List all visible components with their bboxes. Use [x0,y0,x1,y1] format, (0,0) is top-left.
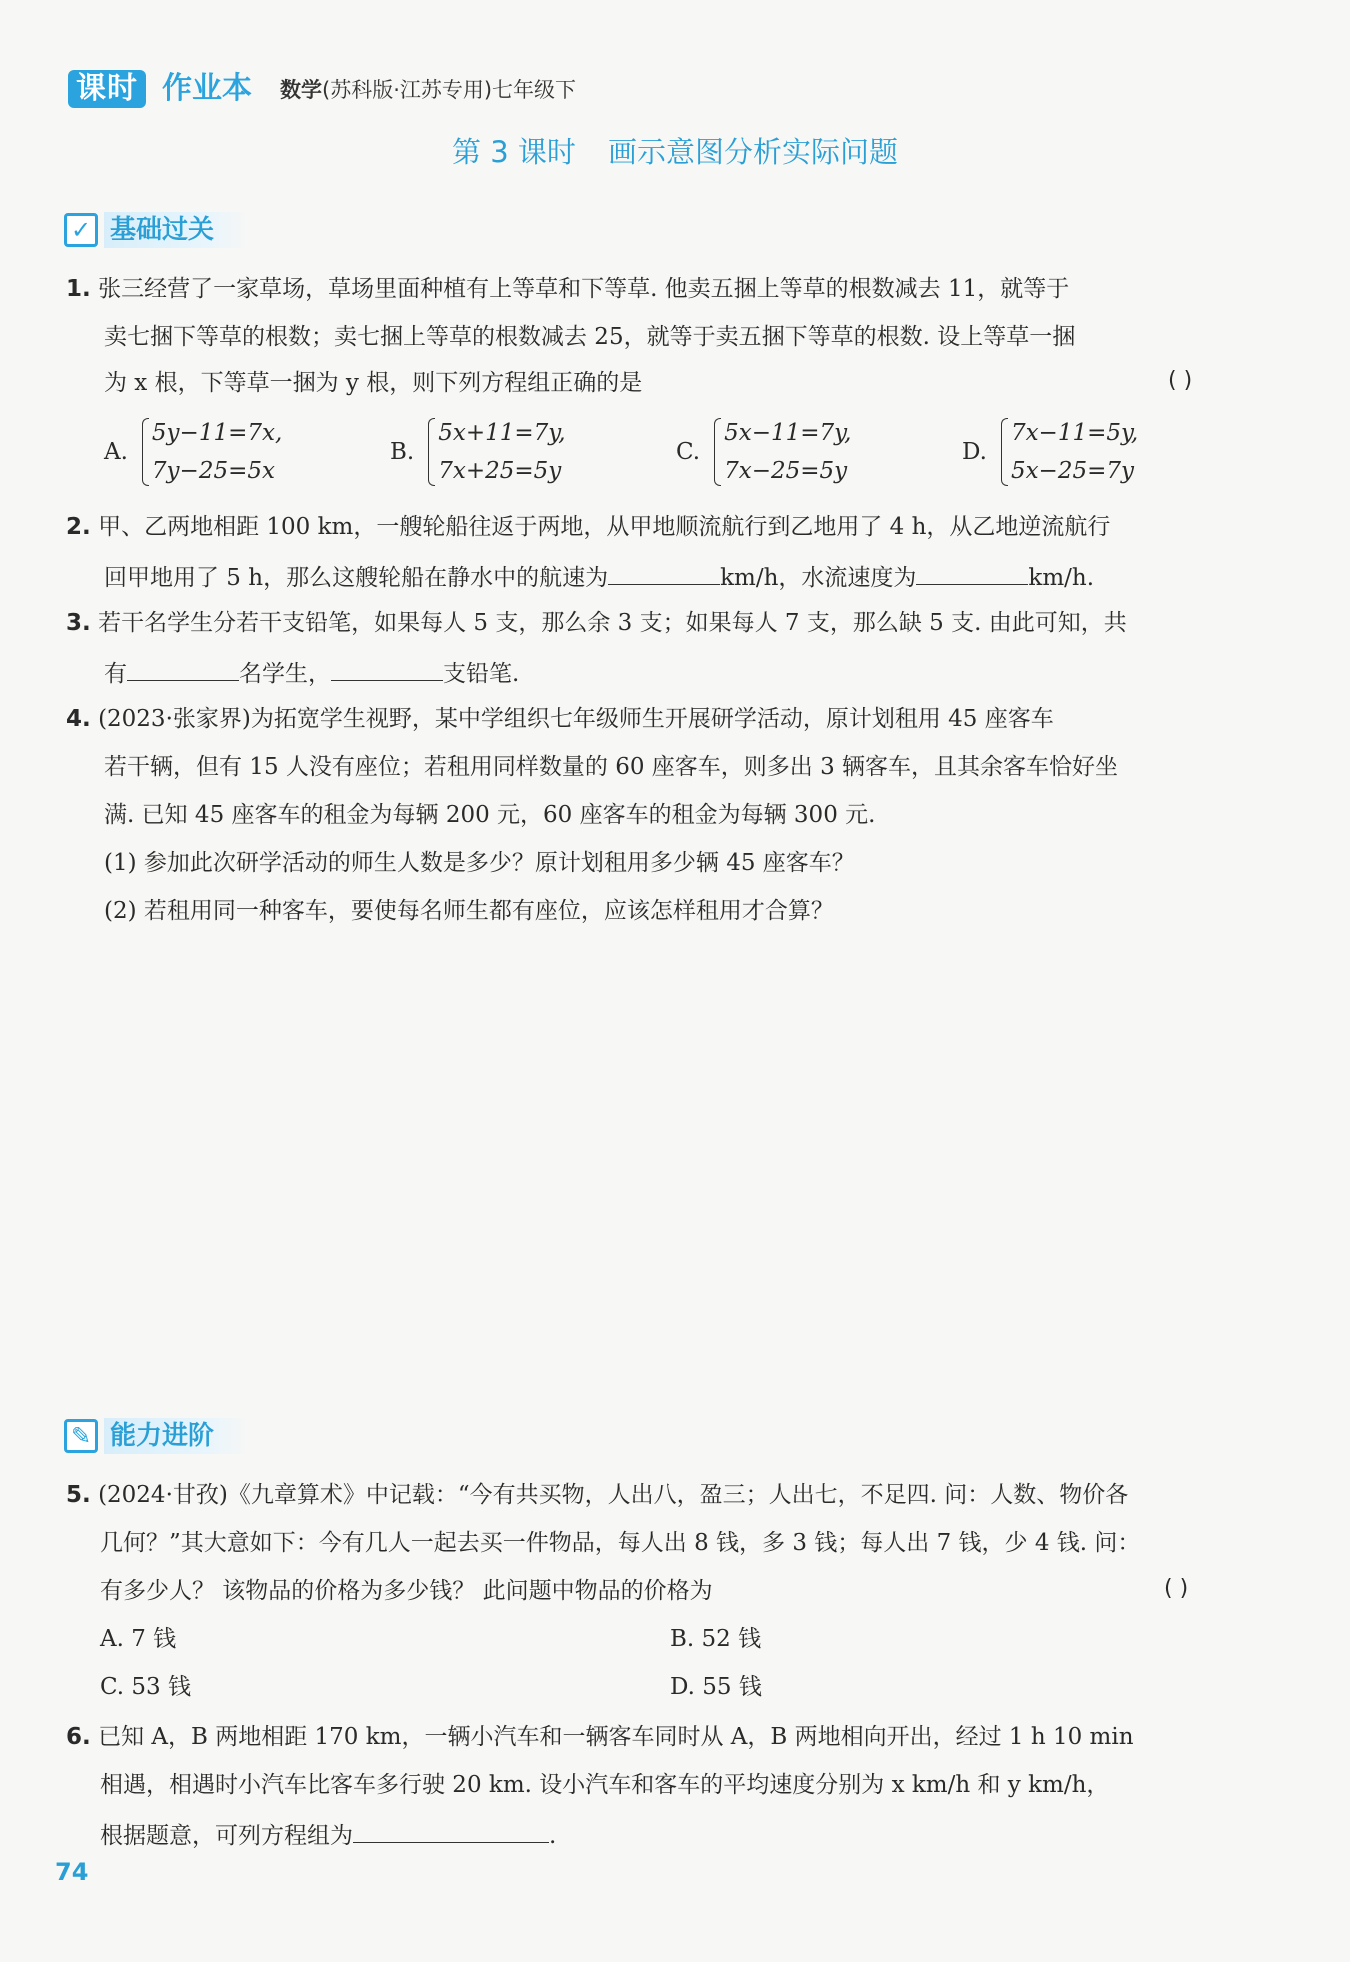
option-a: A. 5y−11=7x, 7y−25=5x [104,414,282,490]
question-4-sub-1: (1) 参加此次研学活动的师生人数是多少？原计划租用多少辆 45 座客车？ [104,850,855,876]
question-4-line-3: 满. 已知 45 座客车的租金为每辆 200 元，60 座客车的租金为每辆 300 元. [104,802,876,828]
option-a: A. 7 钱 [100,1626,177,1652]
option-b: B. 52 钱 [670,1626,762,1652]
question-2-line-1: 2. 甲、乙两地相距 100 km，一艘轮船往返于两地，从甲地顺流航行到乙地用了 4 h，从乙地逆流航行 [66,514,1111,540]
section-basic-label: 基础过关 [104,212,250,248]
question-4-line-2: 若干辆，但有 15 人没有座位；若租用同样数量的 60 座客车，则多出 3 辆客车，且其余客车恰好坐 [104,754,1119,780]
question-6-line-2: 相遇，相遇时小汽车比客车多行驶 20 km. 设小汽车和客车的平均速度分别为 x km/h 和 y km/h， [100,1772,1110,1798]
question-1-line-1: 1. 张三经营了一家草场，草场里面种植有上等草和下等草. 他卖五捆上等草的根数减去 11，就等于 [66,276,1070,302]
option-d: D. 55 钱 [670,1674,762,1700]
equation-system: 5x−11=7y, 7x−25=5y [714,414,851,490]
question-3-line-2: 有 名学生， 支铅笔. [104,656,519,689]
question-number: 1. [66,276,91,302]
answer-paren: ( ) [1168,368,1193,393]
question-6-line-3: 根据题意，可列方程组为 . [100,1818,556,1851]
equation-system: 5x+11=7y, 7x+25=5y [428,414,565,490]
question-number: 3. [66,610,91,636]
lesson-title [0,132,1350,172]
question-4-line-1: 4. (2023·张家界)为拓宽学生视野，某中学组织七年级师生开展研学活动，原计划租用 45 座客车 [66,706,1054,732]
question-6-line-1: 6. 已知 A，B 两地相距 170 km，一辆小汽车和一辆客车同时从 A，B 两地相向开出，经过 1 h 10 min [66,1724,1134,1750]
question-3-line-1: 3. 若干名学生分若干支铅笔，如果每人 5 支，那么余 3 支；如果每人 7 支，那么缺 5 支. 由此可知，共 [66,610,1127,636]
question-number: 4. [66,706,91,732]
answer-paren: ( ) [1164,1576,1189,1601]
brand-name: 作业本 [162,71,252,106]
answer-blank[interactable] [608,560,720,585]
question-2-line-2: 回甲地用了 5 h，那么这艘轮船在静水中的航速为 km/h，水流速度为 km/h. [104,560,1094,593]
question-number: 5. [66,1482,91,1508]
option-b: B. 5x+11=7y, 7x+25=5y [390,414,566,490]
question-5-line-3: 有多少人？ 该物品的价格为多少钱？ 此问题中物品的价格为 [100,1578,713,1604]
book-edition: (苏科版·江苏专用)七年级下 [322,78,577,102]
brand-logo: 课时 [68,70,146,108]
question-5-line-1: 5. (2024·甘孜)《九章算术》中记载：“今有共买物，人出八，盈三；人出七，不足四. 问：人数、物价各 [66,1482,1129,1508]
answer-blank[interactable] [127,656,239,681]
option-c: C. 5x−11=7y, 7x−25=5y [676,414,851,490]
section-advanced [64,1414,250,1458]
book-info [280,76,576,104]
checkmark-icon: ✓ [64,213,98,247]
question-4-sub-2: (2) 若租用同一种客车，要使每名师生都有座位，应该怎样租用才合算？ [104,898,834,924]
question-number: 2. [66,514,91,540]
pen-icon: ✎ [64,1419,98,1453]
answer-blank[interactable] [916,560,1028,585]
lesson-topic: 画示意图分析实际问题 [607,135,898,169]
answer-blank[interactable] [353,1818,549,1843]
book-subject: 数学 [280,78,322,102]
answer-space[interactable] [104,940,1254,1410]
question-1-line-3: 为 x 根，下等草一捆为 y 根，则下列方程组正确的是 [104,370,643,396]
question-1-line-2: 卖七捆下等草的根数；卖七捆上等草的根数减去 25，就等于卖五捆下等草的根数. 设上等草一捆 [104,324,1076,350]
option-d: D. 7x−11=5y, 5x−25=7y [962,414,1138,490]
section-advanced-label: 能力进阶 [104,1418,250,1454]
page-number: 74 [55,1858,89,1886]
option-c: C. 53 钱 [100,1674,191,1700]
question-5-line-2: 几何？”其大意如下：今有几人一起去买一件物品，每人出 8 钱，多 3 钱；每人出 7 钱，少 4 钱. 问： [100,1530,1141,1556]
question-number: 6. [66,1724,91,1750]
equation-system: 5y−11=7x, 7y−25=5x [142,414,282,490]
lesson-number: 第 3 课时 [452,135,576,169]
answer-blank[interactable] [331,656,443,681]
section-basic [64,208,250,252]
equation-system: 7x−11=5y, 5x−25=7y [1001,414,1138,490]
